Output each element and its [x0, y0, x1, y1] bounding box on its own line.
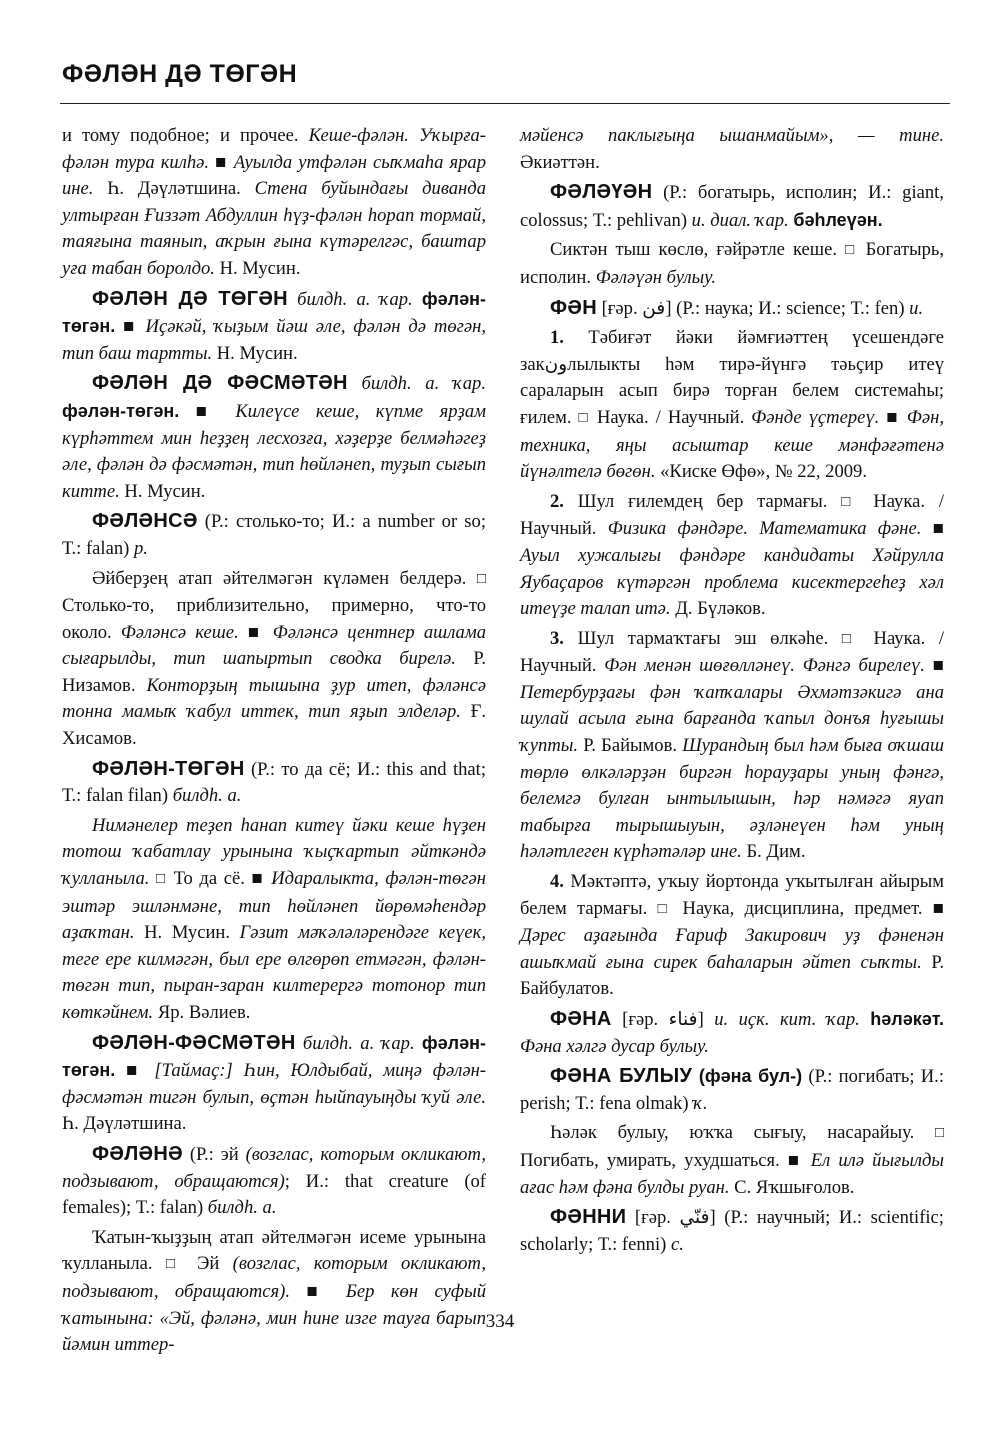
sense-number: 2. [550, 490, 564, 512]
example: Стена буйындағы диванда ултырған Ғиззәт Абдуллин һүҙ-фәлән һорап тормай, таяғына таянып, аҡрын ғына күтәрелгәс, баштар уға табан боролдо. [62, 178, 486, 279]
example-marker: ■ [290, 1280, 346, 1302]
translations: (Р.: столько-то; И.: a number or so; Т.: falan) [62, 511, 486, 559]
definition [520, 237, 944, 291]
text: и тому подобное; и прочее. [62, 125, 309, 146]
entry-continuation [520, 123, 944, 176]
headword: ФӘННИ [550, 1206, 627, 1229]
example: Ауыл хужалығы фәндәре кандидаты Хәйрулла Яубаҫаров күтәргән проблема кисектергеһеҙ хәл итеүҙе талап итә. [520, 544, 944, 620]
headword: ФӘЛӘНӘ [92, 1142, 183, 1165]
source: «Киске Өфө», № 22, 2009. [655, 461, 867, 483]
sense-number: 4. [550, 871, 564, 893]
text: Наука. / Научный. [589, 406, 752, 428]
author: Һ. Дәүләтшина. [93, 178, 255, 200]
text: Шул тармаҡтағы эш өлкәһе. [563, 627, 842, 649]
author: Н. Мусин. [134, 922, 240, 944]
example: Фәна хәлгә дусар булыу. [520, 1035, 709, 1057]
translations: (Р.: эй [182, 1143, 246, 1165]
text: Тәбиғәт йәки йәмғиәттең үсешендәге закونлылыкты һәм тирә-йүнгә тәьҫир итеү сараларын асып бирә торған белем системаһы; ғилем. [520, 327, 944, 428]
verb-stem: (фәна бул-) [692, 1066, 803, 1087]
square-marker-icon: □ [156, 871, 167, 888]
example: Конторҙың тышына ҙур итеп, фәләнсә тонна мамыҡ ҡабул иттек, тип яҙып элделәр. [62, 674, 486, 723]
text: То да сё. [167, 868, 252, 890]
example: Килеүсе кеше, күпме ярҙам күрһәттем мин һеҙҙең лесхозға, хәҙерҙе белмәһәгеҙ әле, фәлән дә фәсмәтән, тип һөйләнеп, туҙып сығып китте. [62, 400, 486, 502]
example: Ел илә йығылды ағас һәм фәна булды руан. [520, 1149, 944, 1198]
text [860, 1009, 870, 1030]
arabic-script: فن [642, 297, 666, 319]
definition-text: Нимәнелер теҙеп һанап китеү йәки кеше һүҙен тотош ҡабатлау урынына ҡыҫҡартып әйткәндә ҡулланыла. [62, 814, 486, 890]
etymology: [ғәр. [596, 297, 643, 319]
text: Богатырь, исполин. [520, 239, 944, 288]
etymology: [ғәр. [611, 1009, 669, 1030]
example-marker: ■ [179, 400, 236, 422]
entry [520, 1006, 944, 1060]
translations: (Р.: то да сё; И.: this and that; Т.: falan filan) [62, 758, 486, 807]
example: Петербурҙағы фән ҡапҡалары Әхмәтзәкигә ана шулай асыла ғына барғанда ҡапыл донъя һуғышы ҡупты. [520, 681, 944, 757]
example: Фәләүән булыу. [595, 266, 716, 288]
cross-ref: фәлән-төгән. [62, 400, 180, 421]
example: [Таймаҫ:] Һин, Юлдыбай, миңә фәлән-фәсмәтән тигән булып, өҫтән һыйпауыңды ҡуй әле. [62, 1060, 487, 1108]
example: Фәләнсә центнер ашлама сығарылды, тип шапыртып сводка бирелә. [62, 621, 486, 670]
author: Ғ. Хисамов. [62, 701, 486, 750]
grammar-label: и. [909, 297, 924, 319]
header-rule [60, 103, 950, 104]
entry [62, 370, 486, 505]
square-marker-icon: □ [578, 409, 590, 426]
author: Н. Мусин. [119, 480, 206, 502]
author: С. Яҡшығолов. [729, 1176, 855, 1198]
grammar-label: билдһ. а. [207, 1197, 277, 1219]
entry [62, 1030, 486, 1138]
definition [62, 813, 486, 1027]
grammar-label: и. иҫк. кит. ҡар. [714, 1009, 860, 1030]
gloss: (возглас, которым окликают, подзывают, обращаются) [62, 1143, 486, 1192]
author: Әкиәттән. [520, 151, 600, 173]
translations: (Р.: погибать; И.: perish; Т.: fena olmak) [520, 1066, 944, 1114]
entry-continuation [62, 123, 486, 283]
definition [62, 566, 486, 753]
definition [520, 1120, 944, 1201]
grammar-label: р. [133, 537, 148, 559]
sense-number: 1. [550, 327, 564, 349]
example-marker: ■ [238, 621, 273, 643]
author: Һ. Дәүләтшина. [62, 1113, 187, 1135]
text: Наука, дисциплина, предмет. [672, 897, 933, 919]
grammar-label: билдһ. а. ҡар. [347, 373, 486, 395]
page-number: 334 [485, 1311, 515, 1332]
author: Р. Байымов. [578, 735, 683, 757]
entry [520, 295, 944, 323]
example: мәйенсә паклығыңа ышанмайым», — тине. [520, 125, 944, 146]
example-marker: ■ [932, 897, 944, 919]
entry [62, 1141, 486, 1222]
square-marker-icon: □ [657, 900, 673, 917]
text: ] [697, 1009, 715, 1030]
text [149, 868, 156, 889]
entry [520, 1204, 944, 1258]
right-column [520, 123, 944, 1261]
sense [520, 626, 944, 866]
definition [62, 1225, 486, 1359]
entry [62, 508, 486, 562]
text: Әйберҙең атап әйтелмәгән күләмен белдерә. [92, 567, 477, 589]
grammar-label: с. [670, 1233, 684, 1255]
text: Сиктән тыш көслө, ғәйрәтле кеше. [550, 239, 846, 261]
square-marker-icon: □ [165, 1256, 184, 1273]
sense [520, 489, 944, 623]
text: Погибать, умирать, ухудшаться. [520, 1149, 788, 1171]
sense [520, 869, 944, 1003]
author: Б. Дим. [741, 841, 806, 863]
entry [62, 756, 486, 810]
arabic-script: فناء [668, 1009, 698, 1030]
example-marker: ■ [924, 655, 945, 677]
arabic-script: فنّي [679, 1207, 710, 1229]
author: Н. Мусин. [212, 342, 298, 364]
headword: ФӘЛӘҮӘН [550, 181, 653, 204]
example: Бер көн суфый ҡатынына: «Эй, фәләнә, мин һине изге тауға барып йәмин иттер- [62, 1280, 486, 1356]
author: Н. Мусин. [214, 257, 301, 279]
example: Фәләнсә кеше. [120, 621, 239, 643]
square-marker-icon: □ [841, 630, 860, 647]
example-marker: ■ [879, 406, 907, 428]
square-marker-icon: □ [841, 493, 860, 510]
example: Иҫәкәй, ҡыҙым йәш әле, фәлән дә төгән, тип баш тартты. [62, 316, 486, 364]
grammar-label: билдһ. а. ҡар. [295, 1032, 422, 1054]
example: Ауылда утфәлән сыҡмаһа ярар ине. [62, 151, 486, 200]
example: Физика фәндәре. Математика фәне. [607, 518, 922, 540]
example: Шурандың был һәм быға оҡшаш төрлө өлкәләрҙән биргән һорауҙары уның фәнгә, белемгә булған ынтылышын, һәр нәмәгә яуап табырға тырышыуын, әҙләнеүен һәм уның һәләтлеген күрһәтәләр ине. [520, 735, 944, 863]
example-marker: ■ [115, 1060, 155, 1082]
headword: ФӘЛӘН-ТӨГӘН [92, 757, 245, 780]
grammar-label: и. диал. ҡар. [691, 209, 789, 231]
headword: ФӘЛӘНСӘ [92, 510, 198, 533]
example-marker: ■ [921, 518, 944, 540]
left-column [62, 123, 486, 1362]
text: Наука. / Научный. [520, 490, 945, 540]
headword: ФӘН [550, 296, 597, 319]
example-marker: ■ [787, 1149, 811, 1171]
example-marker: ■ [209, 151, 234, 173]
grammar-label: билдһ. а. [172, 785, 242, 807]
translations: (Р.: богатырь, исполин; И.: giant, colossus; Т.: pehlivan) [520, 182, 944, 231]
text: Наука. / Научный. [520, 627, 945, 677]
cross-ref: бәһлеүән. [793, 209, 883, 230]
running-head: ФӘЛӘН ДӘ ТӨГӘН [62, 60, 298, 88]
text: Мәктәптә, уҡыу йортонда уҡытылған айырым белем тармағы. [520, 871, 944, 919]
author: Д. Бүләков. [670, 598, 766, 620]
headword: ФӘЛӘН ДӘ ТӨГӘН [92, 287, 288, 310]
example: Дәрес аҙағында Ғариф Закирович уҙ фәненән ашыҡмай ғына сирек баһаларын әйтеп сыҡты. [520, 925, 944, 973]
example: Фән менән шөғөлләнеү. Фәнгә бирелеү. [604, 655, 925, 677]
translations: ] (Р.: наука; И.: science; Т.: fen) [665, 297, 910, 319]
entry [520, 1063, 944, 1117]
text: Столько-то, приблизительно, примерно, что-то около. [62, 595, 486, 643]
text: Ҡатын-ҡыҙҙың атап әйтелмәгән исеме урынына ҡулланыла. [62, 1226, 486, 1275]
square-marker-icon: □ [934, 1125, 944, 1142]
author: Р. Байбулатов. [520, 951, 944, 1000]
text: Шул ғилемдең бер тармағы. [563, 490, 842, 512]
author: Р. Низамов. [62, 648, 486, 696]
example: Фәнде үҫтереү. [751, 406, 880, 428]
headword: ФӘНА БУЛЫУ [550, 1065, 693, 1088]
sense [520, 325, 944, 486]
text: Эй [183, 1253, 233, 1275]
cross-ref: фәлән-төгән. [62, 288, 486, 337]
sense-number: 3. [550, 627, 564, 649]
translations: ; И.: that creature (of females); Т.: falan) [62, 1170, 486, 1219]
square-marker-icon: □ [845, 242, 858, 259]
entry [62, 286, 486, 368]
entry [520, 179, 944, 234]
example: Идаралыкта, фәлән-төгән эштәр эшләнмәне, тип һөйләнеп йөрөмәһендәр аҙаҡтан. [62, 868, 487, 944]
text: Һәләк булыу, юҡҡа сығыу, насарайыу. [550, 1122, 935, 1144]
square-marker-icon: □ [476, 570, 486, 587]
gloss: (возглас, которым окликают, подзывают, обращаются). [62, 1253, 486, 1302]
example-marker: ■ [115, 316, 146, 338]
cross-ref: һәләкәт. [870, 1009, 944, 1029]
translations: ] (Р.: научный; И.: scientific; scholarly; Т.: fenni) [520, 1207, 944, 1255]
headword: ФӘЛӘН-ФӘСМӘТӘН [92, 1031, 296, 1054]
headword: ФӘНА [550, 1008, 612, 1030]
example-marker: ■ [251, 868, 272, 890]
grammar-label: ҡ. [693, 1092, 708, 1114]
author: Яр. Вәлиев. [153, 1002, 251, 1023]
cross-ref: фәлән-төгән. [62, 1032, 486, 1081]
example: Гәзит мәҡәләләрендәге кеүек, теге ере килмәгән, был ере өлгөрөп етмәгән, фәлән-төгән тип, пыран-заран килтерергә тотонор тип көткәйнем. [62, 922, 486, 1023]
headword: ФӘЛӘН ДӘ ФӘСМӘТӘН [92, 372, 348, 395]
grammar-label: билдһ. а. ҡар. [287, 288, 422, 310]
example: Фән, техника, яңы асыштар кеше мәнфәғәтенә йүнәлтелә бөгөн. [520, 406, 945, 483]
example: Кеше-фәлән. Уҡырға-фәлән тура килһә. [62, 125, 487, 173]
etymology: [ғәр. [626, 1207, 680, 1229]
